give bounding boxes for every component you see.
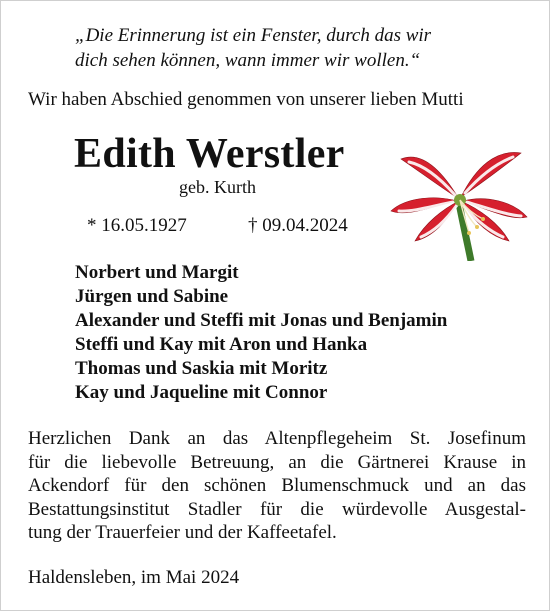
family-line: Thomas und Saskia mit Moritz [75, 358, 328, 379]
place-and-date: Haldensleben, im Mai 2024 [28, 567, 240, 588]
family-line: Alexander und Steffi mit Jonas und Benjamin [75, 310, 448, 331]
family-line: Norbert und Margit [75, 262, 239, 283]
family-line: Kay und Jaqueline mit Connor [75, 382, 328, 403]
maiden-name: geb. Kurth [179, 177, 256, 197]
thanks-line: für die liebevolle Betreuung, an die Gärtnerei Krause in [28, 451, 526, 473]
thank-you-text [28, 427, 526, 545]
death-date: † 09.04.2024 [248, 215, 348, 236]
family-line: Jürgen und Sabine [75, 286, 229, 307]
thanks-line: tung der Trauerfeier und der Kaffeetafel. [28, 522, 337, 543]
family-list [75, 261, 447, 405]
thanks-line: Ackendorf für den schönen Blumenschmuck und an das [28, 475, 526, 496]
family-line: Steffi und Kay mit Aron und Hanka [75, 334, 368, 355]
memorial-quote [75, 23, 431, 73]
amaryllis-flower-icon [381, 129, 531, 261]
deceased-name: Edith Werstler [74, 131, 345, 177]
thanks-line: Bestattungsinstitut Stadler für die würdevolle Ausgestal- [28, 498, 526, 520]
quote-line: dich sehen können, wann immer wir wollen.“ [75, 50, 421, 71]
birth-date: * 16.05.1927 [87, 215, 187, 236]
thanks-line: Herzlichen Dank an das Altenpflegeheim St. Josefinum [28, 428, 526, 449]
intro-text: Wir haben Abschied genommen von unserer lieben Mutti [28, 89, 464, 110]
quote-line: „Die Erinnerung ist ein Fenster, durch das wir [75, 25, 432, 46]
